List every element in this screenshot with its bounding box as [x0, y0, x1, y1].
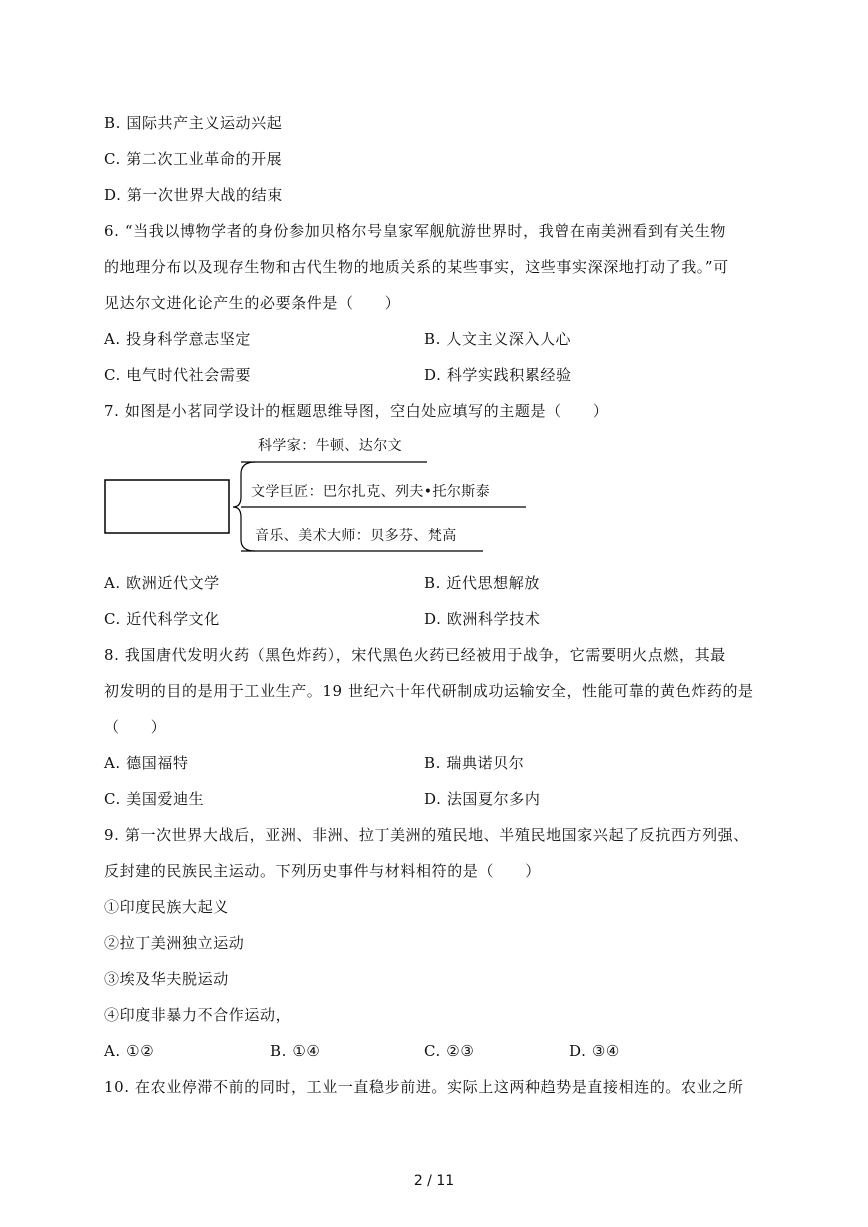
- q8-option-d: D. 法国夏尔多内: [424, 790, 541, 808]
- q9-option-c: C. ②③: [424, 1042, 475, 1060]
- q9-option-b: B. ①④: [270, 1042, 321, 1060]
- q9-item-1: ①印度民族大起义: [104, 898, 229, 916]
- q7-option-a: A. 欧洲近代文学: [104, 574, 220, 592]
- q8-option-b: B. 瑞典诺贝尔: [424, 754, 525, 772]
- q9-item-4: ④印度非暴力不合作运动，: [104, 1006, 292, 1024]
- page-number: 2 / 11: [413, 1173, 455, 1189]
- q9-item-3: ③埃及华夫脱运动: [104, 970, 229, 988]
- q9-option-d: D. ③④: [569, 1042, 620, 1060]
- q5-option-c: C. 第二次工业革命的开展: [104, 150, 283, 168]
- q9-item-2: ②拉丁美洲独立运动: [104, 934, 245, 952]
- q8-option-c: C. 美国爱迪生: [104, 790, 205, 808]
- q6-option-b: B. 人文主义深入人心: [424, 330, 572, 348]
- q7-option-b: B. 近代思想解放: [424, 574, 540, 592]
- q6-option-c: C. 电气时代社会需要: [104, 366, 252, 384]
- blank-topic-box: [105, 480, 229, 533]
- q9-stem-line-1: 9. 第一次世界大战后，亚洲、非洲、拉丁美洲的殖民地、半殖民地国家兴起了反抗西方列强、: [104, 826, 749, 844]
- branch-art-music: 音乐、美术大师：贝多芬、梵高: [255, 528, 457, 544]
- q9-option-a: A. ①②: [104, 1042, 155, 1060]
- q9-stem-line-2: 反封建的民族民主运动。下列历史事件与材料相符的是（ ）: [104, 862, 541, 880]
- branch-scientists: 科学家：牛顿、达尔文: [258, 438, 402, 454]
- q8-stem-line-2: 初发明的目的是用于工业生产。19 世纪六十年代研制成功运输安全，性能可靠的黄色炸药的是: [104, 682, 754, 700]
- q8-stem-line-3: （ ）: [104, 718, 167, 736]
- q7-option-c: C. 近代科学文化: [104, 610, 220, 628]
- q5-option-b: B. 国际共产主义运动兴起: [104, 114, 283, 132]
- mind-map-lines: [0, 0, 868, 560]
- q6-option-a: A. 投身科学意志坚定: [104, 330, 251, 348]
- q6-stem-line-1: 6. “当我以博物学者的身份参加贝格尔号皇家军舰航游世界时，我曾在南美洲看到有关生物: [104, 222, 726, 240]
- q7-stem: 7. 如图是小茗同学设计的框题思维导图，空白处应填写的主题是（ ）: [104, 402, 609, 420]
- q8-stem-line-1: 8. 我国唐代发明火药（黑色炸药），宋代黑色火药已经被用于战争，它需要明火点燃，其最: [104, 646, 726, 664]
- q10-stem-line-1: 10. 在农业停滞不前的同时，工业一直稳步前进。实际上这两种趋势是直接相连的。农业之所: [104, 1078, 744, 1096]
- q6-stem-line-2: 的地理分布以及现存生物和古代生物的地质关系的某些事实，这些事实深深地打动了我。”可: [104, 258, 729, 276]
- q5-option-d: D. 第一次世界大战的结束: [104, 186, 283, 204]
- q6-option-d: D. 科学实践积累经验: [424, 366, 572, 384]
- brace-connector: [233, 462, 255, 551]
- q7-mind-map-diagram: [0, 0, 868, 560]
- q6-stem-line-3: 见达尔文进化论产生的必要条件是（ ）: [104, 294, 401, 312]
- q8-option-a: A. 德国福特: [104, 754, 189, 772]
- q7-option-d: D. 欧洲科学技术: [424, 610, 541, 628]
- branch-literature: 文学巨匠：巴尔扎克、列夫•托尔斯泰: [251, 484, 491, 500]
